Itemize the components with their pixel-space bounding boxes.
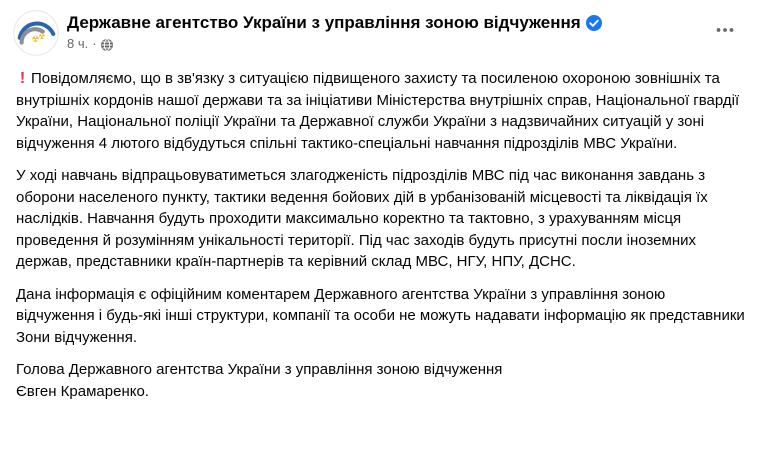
public-globe-icon (101, 39, 113, 51)
more-options-button[interactable] (707, 12, 743, 48)
post-meta (67, 36, 707, 52)
timestamp-link[interactable]: 8 ч. (67, 36, 89, 51)
verified-badge-icon (586, 15, 602, 31)
svg-text:☢: ☢ (38, 32, 46, 42)
header-info (67, 10, 707, 52)
red-exclamation-icon: ! (19, 70, 26, 87)
svg-text:☢: ☢ (31, 35, 40, 46)
post-header (0, 0, 763, 60)
paragraph-text: У ході навчань відпрацьовуватиметься злагодженість підрозділів МВС під час виконання завдань з оборони населеного пункту, тактики ведення бойових дій в урбанізованій місцевості та ліквідація їх наслідків. Навчання будуть проходити максимально коректно та тактовно, з урахуванням місця проведення й розумінням унікальності території. Під час заходів будуть присутні посли іноземних держав, представники країн-партнерів та керівний склад МВС, НГУ, НПУ, ДСНС. (16, 167, 708, 270)
signature-role: Голова Державного агентства України з управління зоною відчуження (16, 361, 503, 378)
avatar[interactable] (13, 10, 59, 56)
ellipsis-icon (715, 20, 735, 40)
paragraph-text: Повідомляємо, що в зв'язку з ситуацією підвищеного захисту та посиленою охороною зовнішніх та внутрішніх кордонів нашої держави та за ініціативи Міністерства внутрішніх справ, Національної гвардії України, Національної поліції України та Державної служби України з надзвичайних ситуацій у зоні відчуження 4 лютого відбудуться спільні тактико-спеціальні навчання підрозділів МВС України. (16, 70, 740, 152)
meta-separator: · (92, 36, 97, 51)
post-paragraph (16, 68, 747, 154)
page-name-link[interactable]: Державне агентство України з управління зоною відчуження (67, 13, 581, 32)
post-text (0, 60, 763, 416)
post-paragraph (16, 165, 747, 273)
post-paragraph (16, 284, 747, 349)
title-row (67, 13, 707, 33)
post-signature (16, 359, 747, 402)
signature-name: Євген Крамаренко. (16, 382, 149, 400)
paragraph-text: Дана інформація є офіційним коментарем Державного агентства України з управління зоною відчуження і будь-які інші структури, компанії та особи не можуть надавати інформацію як представники Зони відчуження. (16, 285, 745, 346)
agency-logo-icon (13, 10, 59, 56)
